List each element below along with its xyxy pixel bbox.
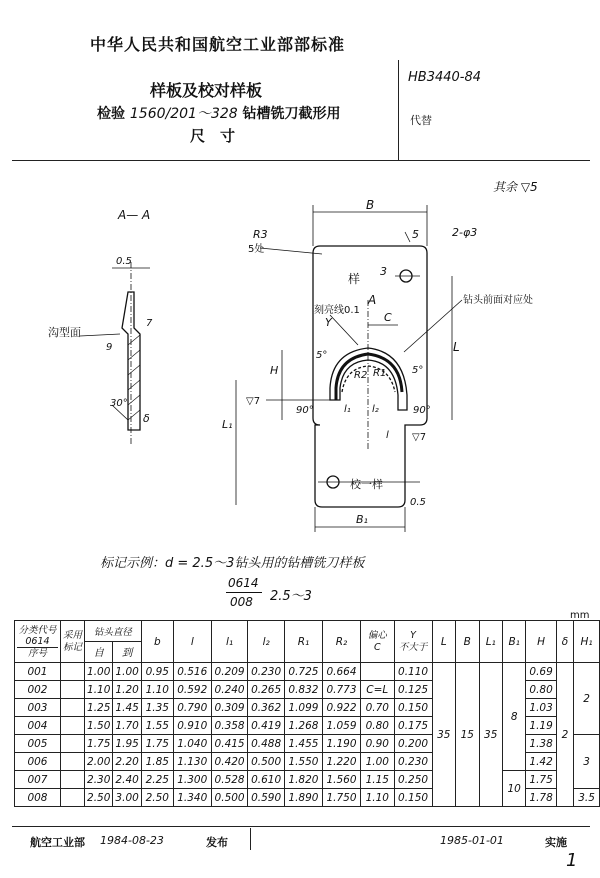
cell-l: 1.130 (173, 753, 211, 771)
th-R2: R₂ (322, 621, 360, 663)
th-from: 自 (85, 642, 113, 663)
th-l2: l₂ (248, 621, 285, 663)
cell-to: 2.40 (113, 771, 141, 789)
section-30deg: 30° (110, 398, 128, 409)
cell-b: 0.95 (141, 663, 173, 681)
cell-R1: 1.550 (284, 753, 322, 771)
th-C: 偏心 C (361, 621, 394, 663)
cell-C: 1.00 (361, 753, 394, 771)
cell-R1: 0.725 (284, 663, 322, 681)
cell-b: 2.50 (141, 789, 173, 807)
th-R1: R₁ (284, 621, 322, 663)
cell-Y: 0.175 (394, 717, 432, 735)
cell-H: 1.78 (526, 789, 556, 807)
cell-H: 0.69 (526, 663, 556, 681)
dim-R3: R3 (253, 228, 268, 241)
cell-R2: 0.922 (322, 699, 360, 717)
cell-R1: 1.099 (284, 699, 322, 717)
cell-Y: 0.150 (394, 699, 432, 717)
th-b: b (141, 621, 173, 663)
cell-R1: 0.832 (284, 681, 322, 699)
th-use-mark: 采用 标记 (60, 621, 84, 663)
cell-b: 2.25 (141, 771, 173, 789)
cell-H1-merged-b: 3 (574, 735, 600, 789)
roughness-note: 其余 ▽5 (493, 180, 538, 194)
cell-l: 1.300 (173, 771, 211, 789)
cell-H: 0.80 (526, 681, 556, 699)
cell-l2: 0.590 (248, 789, 285, 807)
table-row (15, 663, 600, 681)
cell-R2: 1.560 (322, 771, 360, 789)
cell-l1: 0.358 (211, 717, 248, 735)
dim-B1: B₁ (356, 513, 368, 526)
cell-code: 003 (15, 699, 61, 717)
cell-Y: 0.150 (394, 789, 432, 807)
roughness-7-left: ▽7 (246, 396, 261, 407)
section-delta: δ (143, 412, 150, 425)
marking-numerator: 0614 (228, 576, 259, 590)
cell-to: 1.20 (113, 681, 141, 699)
subtitle-prefix: 检验 (97, 106, 125, 122)
dim-l1-small: l₁ (344, 404, 351, 415)
th-Y: Y 不大于 (394, 621, 432, 663)
cell-l1: 0.415 (211, 735, 248, 753)
cell-R1: 1.455 (284, 735, 322, 753)
cell-from: 1.10 (85, 681, 113, 699)
dim-90-left: 90° (296, 405, 314, 416)
cell-code: 001 (15, 663, 61, 681)
cell-R2: 0.664 (322, 663, 360, 681)
plate-outline (313, 246, 427, 507)
cell-l: 0.790 (173, 699, 211, 717)
cell-Y: 0.110 (394, 663, 432, 681)
cell-B1-merged: 8 (502, 663, 525, 771)
cell-R2: 1.059 (322, 717, 360, 735)
cell-from: 2.00 (85, 753, 113, 771)
dim-5deg-left: 5° (316, 350, 328, 361)
cell-R1: 1.268 (284, 717, 322, 735)
cell-H: 1.75 (526, 771, 556, 789)
th-drill-dia: 钻头直径 (85, 621, 142, 642)
th-l: l (173, 621, 211, 663)
cell-l2: 0.265 (248, 681, 285, 699)
cell-mark (60, 717, 84, 735)
inner-arc (342, 366, 395, 392)
th-to: 到 (113, 642, 141, 663)
cell-C (361, 663, 394, 681)
dim-0.5-bottom: 0.5 (410, 497, 426, 508)
cell-l2: 0.362 (248, 699, 285, 717)
dim-C: C (384, 311, 392, 324)
cell-to: 1.95 (113, 735, 141, 753)
cell-H: 1.38 (526, 735, 556, 753)
table-row (15, 771, 600, 789)
profile-cutout (330, 348, 407, 410)
doc-title: 样板及校对样板 (150, 81, 263, 100)
cell-H: 1.42 (526, 753, 556, 771)
cell-R2: 1.220 (322, 753, 360, 771)
cell-from: 1.25 (85, 699, 113, 717)
cell-mark (60, 735, 84, 753)
standard-org: 中华人民共和国航空工业部部标准 (90, 35, 346, 54)
dim-Y: Y (325, 316, 332, 329)
cell-l1: 0.240 (211, 681, 248, 699)
page-number: 1 (566, 850, 578, 871)
cell-from: 1.00 (85, 663, 113, 681)
unit-label: mm (570, 610, 590, 621)
cell-code: 004 (15, 717, 61, 735)
cell-R2: 0.773 (322, 681, 360, 699)
subtitle-line2: 尺 寸 (190, 127, 236, 145)
cell-to: 1.70 (113, 717, 141, 735)
cell-Y: 0.125 (394, 681, 432, 699)
cell-to: 2.20 (113, 753, 141, 771)
dim-R1: R1 (373, 368, 387, 379)
dim-90-right: 90° (413, 405, 431, 416)
cell-C: 0.70 (361, 699, 394, 717)
cell-l: 0.592 (173, 681, 211, 699)
issuer: 航空工业部 (30, 836, 85, 849)
th-B: B (456, 621, 479, 663)
check-sample-label: 校一样 (350, 478, 383, 491)
dim-holes: 2-φ3 (452, 226, 478, 239)
cell-l1: 0.528 (211, 771, 248, 789)
footer-rule (12, 826, 590, 827)
cell-code: 007 (15, 771, 61, 789)
label-front-face: 钻头前面对应处 (463, 295, 533, 306)
cell-R1: 1.820 (284, 771, 322, 789)
section-9: 9 (106, 342, 113, 353)
cell-to: 1.00 (113, 663, 141, 681)
cell-mark (60, 753, 84, 771)
cell-l2: 0.419 (248, 717, 285, 735)
th-delta: δ (556, 621, 573, 663)
cell-b: 1.35 (141, 699, 173, 717)
cell-b: 1.10 (141, 681, 173, 699)
standard-number: HB3440-84 (408, 70, 482, 85)
cell-mark (60, 663, 84, 681)
cell-R1: 1.890 (284, 789, 322, 807)
cell-mark (60, 771, 84, 789)
dim-5: 5 (412, 228, 419, 241)
cell-l2: 0.488 (248, 735, 285, 753)
cell-code: 002 (15, 681, 61, 699)
cell-C: 1.15 (361, 771, 394, 789)
section-7: 7 (146, 318, 153, 329)
dim-l-small: l (386, 430, 389, 441)
subtitle-spec: 1560/201～328 (129, 106, 238, 122)
section-label: A— A (118, 208, 151, 222)
marking-denominator: 008 (230, 595, 253, 609)
cell-l: 0.910 (173, 717, 211, 735)
cell-l1: 0.309 (211, 699, 248, 717)
cell-l: 1.040 (173, 735, 211, 753)
th-H1: H₁ (574, 621, 600, 663)
th-H: H (526, 621, 556, 663)
cell-code: 006 (15, 753, 61, 771)
dim-5deg-right: 5° (412, 365, 424, 376)
cell-C: 0.80 (361, 717, 394, 735)
th-class-code: 分类代号 0614 序号 (15, 621, 61, 663)
cell-R2: 1.190 (322, 735, 360, 753)
cell-b: 1.85 (141, 753, 173, 771)
cell-l1: 0.209 (211, 663, 248, 681)
marking-example: 标记示例：d = 2.5～3钻头用的钻槽铣刀样板 (100, 556, 365, 571)
cell-B-merged: 15 (456, 663, 479, 807)
replaces-label: 代替 (410, 114, 432, 127)
dim-l2-small: l₂ (372, 404, 379, 415)
cell-H1-merged-c: 3.5 (574, 789, 600, 807)
cell-l1: 0.420 (211, 753, 248, 771)
impl-word: 实施 (545, 836, 567, 849)
cell-H1-merged: 2 (574, 663, 600, 735)
th-L: L (432, 621, 455, 663)
th-l1: l₁ (211, 621, 248, 663)
roughness-7-right: ▽7 (412, 432, 427, 443)
dim-five-places: 5处 (248, 244, 265, 255)
cell-l: 1.340 (173, 789, 211, 807)
cell-l: 0.516 (173, 663, 211, 681)
label-A: A (368, 293, 377, 307)
dim-H: H (270, 364, 279, 377)
cell-b: 1.55 (141, 717, 173, 735)
dim-L: L (453, 340, 460, 354)
groove-face-label: 沟型面 (48, 326, 81, 339)
cell-l2: 0.610 (248, 771, 285, 789)
cell-from: 1.75 (85, 735, 113, 753)
cell-from: 2.50 (85, 789, 113, 807)
cell-C: 0.90 (361, 735, 394, 753)
cell-code: 008 (15, 789, 61, 807)
cell-Y: 0.230 (394, 753, 432, 771)
dim-R2: R2 (354, 370, 368, 381)
marking-fraction-bar (226, 592, 262, 593)
cell-L-merged: 35 (432, 663, 455, 807)
spec-table (14, 620, 600, 807)
impl-date: 1985-01-01 (440, 834, 504, 847)
issue-word: 发布 (206, 836, 228, 849)
label-sample: 样 (348, 272, 361, 286)
marking-range: 2.5～3 (270, 589, 312, 604)
cell-mark (60, 789, 84, 807)
cell-Y: 0.250 (394, 771, 432, 789)
cell-C: 1.10 (361, 789, 394, 807)
footer-divider (250, 828, 251, 850)
cell-mark (60, 699, 84, 717)
dim-r3-small: 3 (380, 265, 387, 278)
section-0.5: 0.5 (116, 256, 132, 267)
cell-from: 1.50 (85, 717, 113, 735)
cell-Y: 0.200 (394, 735, 432, 753)
label-brighten-line: 刻亮线0.1 (314, 305, 360, 316)
th-B1: B₁ (502, 621, 525, 663)
cell-B1-merged-b: 10 (502, 771, 525, 807)
cell-l2: 0.230 (248, 663, 285, 681)
th-L1: L₁ (479, 621, 502, 663)
issue-date: 1984-08-23 (100, 834, 164, 847)
cell-b: 1.75 (141, 735, 173, 753)
cell-R2: 1.750 (322, 789, 360, 807)
cell-to: 1.45 (113, 699, 141, 717)
subtitle-suffix: 钻槽铣刀截形用 (242, 106, 341, 122)
cell-l1: 0.500 (211, 789, 248, 807)
dim-B: B (366, 198, 375, 212)
cell-mark (60, 681, 84, 699)
cell-code: 005 (15, 735, 61, 753)
cell-L1-merged: 35 (479, 663, 502, 807)
cell-H: 1.03 (526, 699, 556, 717)
cell-from: 2.30 (85, 771, 113, 789)
cell-H: 1.19 (526, 717, 556, 735)
cell-to: 3.00 (113, 789, 141, 807)
cell-C: C=L (361, 681, 394, 699)
cell-l2: 0.500 (248, 753, 285, 771)
dim-L1: L₁ (222, 418, 233, 431)
cell-delta-merged: 2 (556, 663, 573, 807)
